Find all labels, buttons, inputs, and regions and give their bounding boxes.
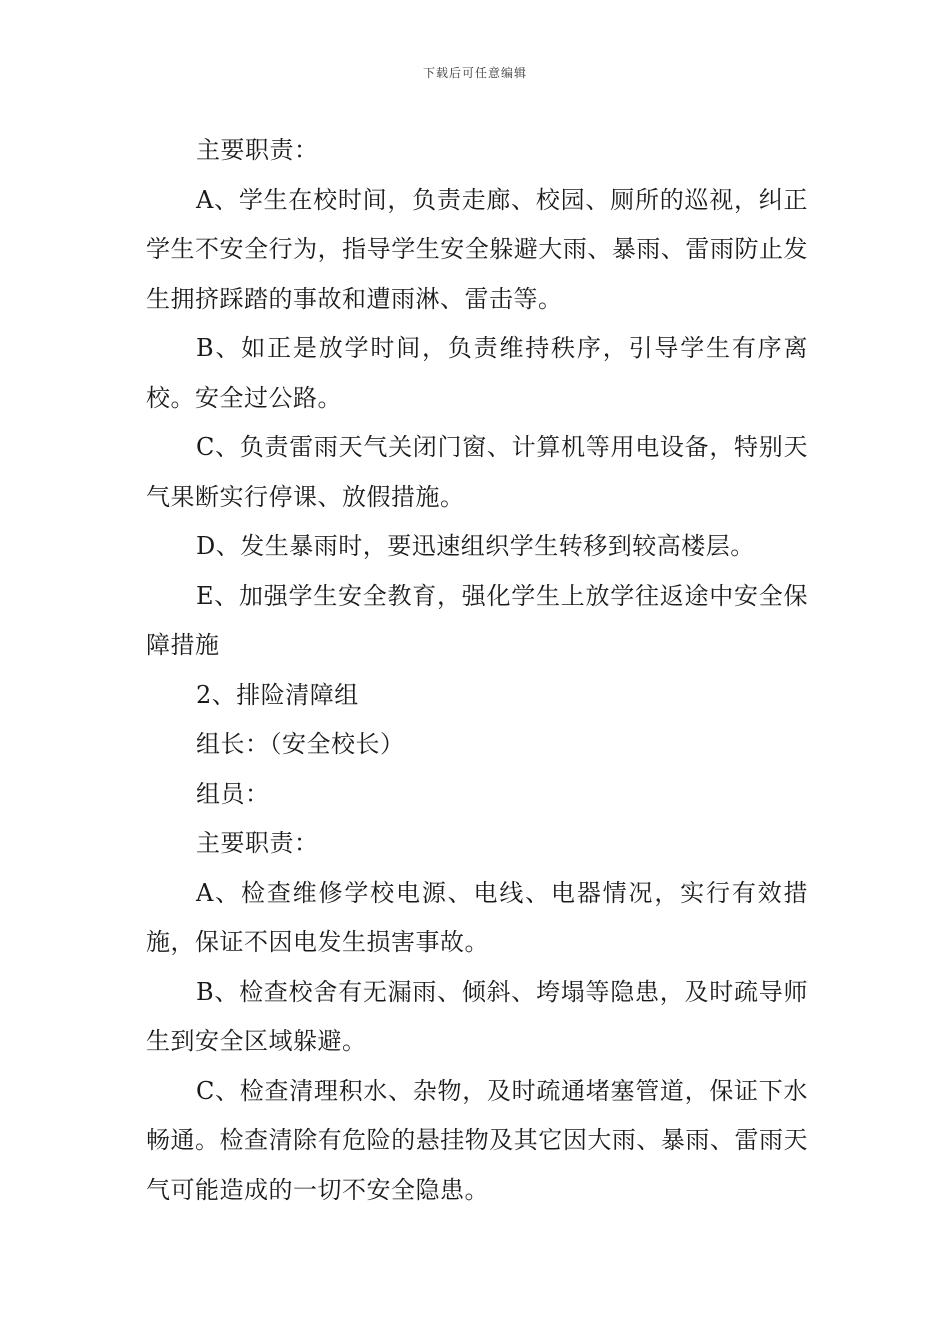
paragraph-duties-heading-2: 主要职责：: [196, 829, 319, 857]
group-members: 组员：: [196, 779, 270, 808]
document-body: [146, 126, 808, 1215]
paragraph-task-c: C、检查清理积水、杂物，及时疏通堵塞管道，保证下水畅通。检查清除有危险的悬挂物及其它因大雨、暴雨、雷雨天气可能造成的一切不安全隐患。: [146, 1076, 808, 1204]
paragraph-duty-c: C、负责雷雨天气关闭门窗、计算机等用电设备，特别天气果断实行停课、放假措施。: [146, 433, 808, 511]
paragraph-task-b: B、检查校舍有无漏雨、倾斜、垮塌等隐患，及时疏导师生到安全区域躲避。: [146, 977, 808, 1055]
paragraph-duty-d: D、发生暴雨时，要迅速组织学生转移到较高楼层。: [196, 532, 755, 560]
paragraph-duty-b: B、如正是放学时间，负责维持秩序，引导学生有序离校。安全过公路。: [146, 334, 808, 412]
group-leader: 组长：（安全校长）: [196, 730, 405, 758]
section-heading: 2、排险清障组: [196, 680, 359, 709]
paragraph-duty-e: E、加强学生安全教育，强化学生上放学往返途中安全保障措施: [146, 581, 808, 659]
page-header: 下载后可任意编辑: [422, 66, 527, 80]
paragraph-duties-heading: 主要职责：: [196, 136, 319, 164]
paragraph-task-a: A、检查维修学校电源、电线、电器情况，实行有效措施，保证不因电发生损害事故。: [146, 878, 808, 956]
paragraph-duty-a: A、学生在校时间，负责走廊、校园、厕所的巡视，纠正学生不安全行为，指导学生安全躲避大雨、暴雨、雷雨防止发生拥挤踩踏的事故和遭雨淋、雷击等。: [146, 185, 808, 313]
